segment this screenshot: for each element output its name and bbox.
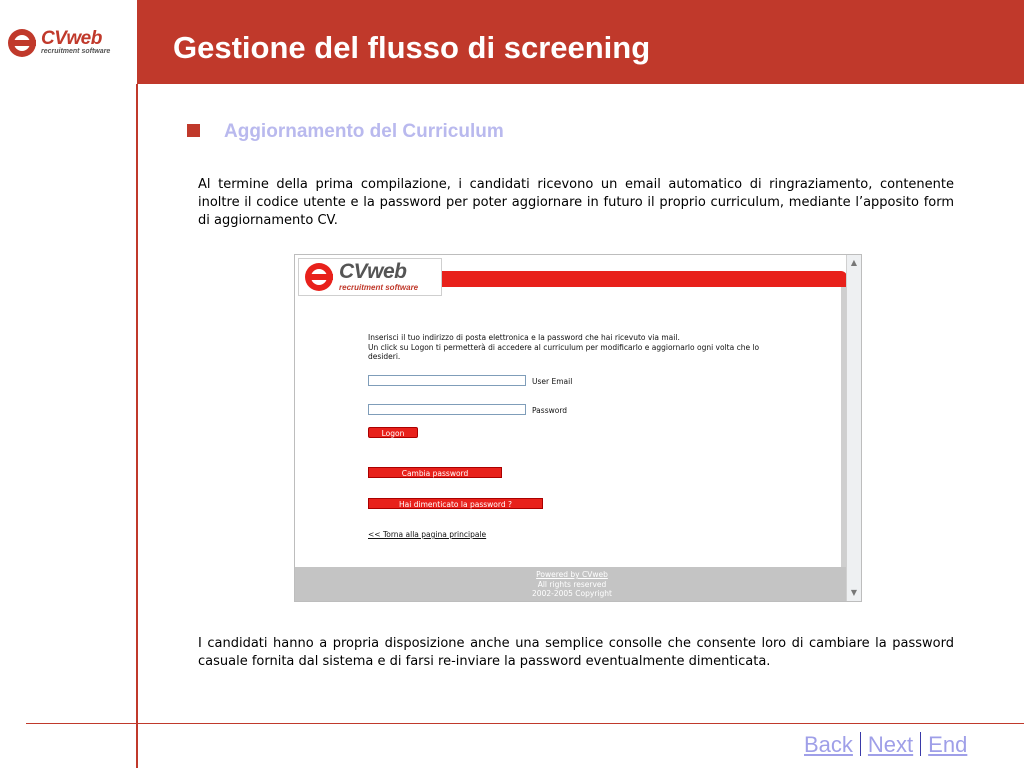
user-email-label: User Email [532, 377, 573, 386]
section-heading: Aggiornamento del Curriculum [224, 121, 504, 142]
screenshot-logo-tagline: recruitment software [339, 283, 419, 292]
end-link[interactable]: End [928, 732, 968, 757]
back-link[interactable]: Back [804, 732, 853, 757]
slide-navigation [804, 732, 967, 758]
screenshot-instructions-line1: Inserisci il tuo indirizzo di posta elettronica e la password che hai ricevuto via mail. [368, 333, 680, 342]
horizontal-divider [26, 723, 1024, 724]
back-to-home-link[interactable]: << Torna alla pagina principale [368, 530, 487, 539]
logon-button[interactable]: Logon [368, 427, 418, 438]
logo-tagline: recruitment software [41, 48, 111, 55]
scroll-up-icon[interactable]: ▲ [850, 258, 858, 267]
bullet-square-icon [187, 124, 200, 137]
password-label: Password [532, 406, 568, 415]
cvweb-logo-mark-icon [6, 27, 38, 59]
console-paragraph: I candidati hanno a propria disposizione anche una semplice consolle che consente loro di cambiare la password casuale fornita dal sistema e di farsi re-inviare la password eventualmente dimenticata. [198, 636, 954, 669]
screenshot-scrollbar[interactable] [846, 255, 861, 601]
scroll-down-icon[interactable]: ▼ [850, 588, 858, 597]
screenshot-logo-mark-icon [303, 261, 335, 293]
logo-brand: CVweb [41, 28, 102, 49]
forgot-password-button[interactable]: Hai dimenticato la password ? [368, 498, 543, 509]
screenshot-logo [298, 258, 442, 296]
footer-copyright: 2002-2005 Copyright [532, 589, 612, 598]
screenshot-red-header-bar [439, 271, 847, 287]
footer-rights: All rights reserved [537, 579, 607, 589]
cvweb-logo [6, 26, 132, 60]
change-password-button[interactable]: Cambia password [368, 467, 502, 478]
screenshot-logo-brand: CVweb [339, 260, 407, 283]
screenshot-footer [295, 567, 849, 602]
embedded-screenshot [294, 254, 862, 602]
vertical-divider [136, 84, 138, 768]
screenshot-instructions-line2: Un click su Logon ti permetterà di accedere al curriculum per modificarlo e aggiornarlo ogni volta che lo desideri. [368, 342, 760, 361]
slide-title: Gestione del flusso di screening [173, 30, 651, 65]
screenshot-instructions [368, 333, 788, 362]
nav-separator [860, 732, 861, 756]
next-link[interactable]: Next [867, 732, 914, 757]
user-email-input[interactable] [368, 375, 526, 386]
password-input[interactable] [368, 404, 526, 415]
powered-by-link[interactable]: Powered by CVweb [536, 570, 608, 579]
intro-paragraph: Al termine della prima compilazione, i candidati ricevono un email automatico di ringraziamento, contenente inoltre il codice utente e la password per poter aggiornare in futuro il proprio curriculum, mediante l’apposito form di aggiornamento CV. [198, 177, 954, 228]
nav-separator [920, 732, 921, 756]
